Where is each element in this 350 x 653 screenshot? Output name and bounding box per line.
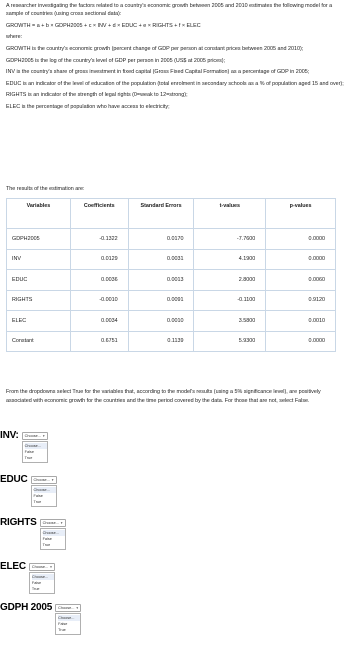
option-true[interactable]: True (58, 628, 66, 632)
chevron-down-icon: ▾ (50, 565, 52, 569)
cell-variable: Constant (7, 331, 71, 352)
cell-coefficient: 0.0034 (70, 311, 128, 332)
cell-t-value: -0.1100 (194, 290, 266, 311)
estimation-table (6, 198, 336, 352)
dropdown-selected-value: Choose... (58, 606, 75, 610)
dropdown-inv[interactable] (22, 432, 48, 463)
definition-rights: RIGHTS is an indicator of the strength of legal rights (0=weak to 12=strong); (6, 92, 188, 99)
option-choose[interactable]: Choose... (58, 615, 80, 621)
question-inv (0, 430, 48, 463)
table-row (7, 270, 336, 291)
option-false[interactable]: False (42, 537, 52, 541)
cell-p-value: 0.0010 (266, 311, 336, 332)
dropdown-selected-value: Choose... (42, 521, 59, 525)
option-choose[interactable]: Choose... (25, 443, 47, 449)
option-true[interactable]: True (31, 587, 40, 591)
question-rights (0, 517, 66, 550)
cell-p-value: 0.0000 (266, 229, 336, 250)
table-row (7, 229, 336, 250)
cell-coefficient: 0.0129 (70, 249, 128, 270)
chevron-down-icon: ▾ (51, 478, 54, 482)
dropdown-rights-options (40, 528, 66, 550)
dropdown-rights-select[interactable] (40, 519, 66, 527)
chevron-down-icon: ▾ (76, 606, 79, 610)
header-coefficients: Coefficients (70, 199, 128, 229)
dropdown-gdph2005-select[interactable] (55, 604, 81, 612)
dropdown-elec-select[interactable] (29, 563, 55, 571)
problem-description (6, 2, 344, 115)
cell-t-value: 3.5800 (194, 311, 266, 332)
dropdown-gdph2005-options (55, 613, 81, 635)
cell-t-value: 2.8000 (194, 270, 266, 291)
option-choose[interactable]: Choose... (43, 530, 65, 536)
results-heading: The results of the estimation are: (6, 186, 85, 192)
dropdown-selected-value: Choose... (24, 434, 41, 438)
definition-gdph2005: GDPH2005 is the log of the country's level of GDP per person in 2005 (US$ at 2005 prices); (6, 57, 226, 64)
option-choose[interactable]: Choose... (34, 487, 56, 493)
cell-coefficient: -0.1322 (70, 229, 128, 250)
cell-standard-error: 0.0010 (128, 311, 194, 332)
cell-variable: INV (7, 249, 71, 270)
question-elec (0, 561, 55, 594)
table-row (7, 290, 336, 311)
dropdown-educ[interactable] (31, 476, 57, 507)
cell-standard-error: 0.0091 (128, 290, 194, 311)
cell-coefficient: 0.0036 (70, 270, 128, 291)
dropdown-gdph2005[interactable] (55, 604, 81, 635)
cell-p-value: 0.0000 (266, 331, 336, 352)
cell-standard-error: 0.1139 (128, 331, 194, 352)
dropdown-elec-options (29, 572, 55, 594)
cell-variable: ELEC (7, 311, 71, 332)
option-choose[interactable]: Choose... (32, 574, 54, 580)
dropdown-rights[interactable] (40, 519, 66, 550)
definition-inv: INV is the country's share of gross investment in fixed capital (Gross Fixed Capital Formation) as a percentage of GDP in 2005; (6, 69, 310, 76)
chevron-down-icon: ▾ (60, 521, 63, 525)
dropdown-inv-select[interactable] (22, 432, 48, 440)
table-row (7, 311, 336, 332)
dropdown-selected-value: Choose... (31, 565, 49, 569)
cell-p-value: 0.9120 (266, 290, 336, 311)
question-label-rights: RIGHTS (0, 517, 37, 528)
model-equation: GROWTH = a + b × GDPH2005 + c × INV + d × EDUC + e × RIGHTS + f × ELEC (6, 22, 201, 29)
definition-elec: ELEC is the percentage of population who have access to electricity; (6, 103, 170, 110)
cell-t-value: -7.7600 (194, 229, 266, 250)
cell-standard-error: 0.0013 (128, 270, 194, 291)
question-label-elec: ELEC (0, 561, 26, 572)
option-true[interactable]: True (42, 543, 51, 547)
option-false[interactable]: False (31, 581, 42, 585)
definition-growth: GROWTH is the country's economic growth (percent change of GDP per person at constant prices between 2005 and 2010); (6, 45, 304, 52)
question-label-gdph2005: GDPH 2005 (0, 602, 53, 613)
cell-p-value: 0.0060 (266, 270, 336, 291)
table-row (7, 331, 336, 352)
dropdown-inv-options (22, 441, 48, 463)
cell-standard-error: 0.0170 (128, 229, 194, 250)
table-header-row (7, 199, 336, 229)
cell-variable: GDPH2005 (7, 229, 71, 250)
definition-educ: EDUC is an indicator of the level of education of the population (total enrolment in secondary schools as a % of population aged 15 and over); (6, 80, 344, 87)
cell-p-value: 0.0000 (266, 249, 336, 270)
option-false[interactable]: False (24, 450, 34, 454)
cell-variable: RIGHTS (7, 290, 71, 311)
question-educ (0, 474, 57, 507)
header-t-values: t-values (194, 199, 266, 229)
dropdown-educ-select[interactable] (31, 476, 57, 484)
cell-variable: EDUC (7, 270, 71, 291)
intro-paragraph: A researcher investigating the factors related to a country's economic growth between 2005 and 2010 estimates the following model for a sample of countries (using cross sectional data): (6, 3, 333, 18)
dropdown-selected-value: Choose... (33, 478, 50, 482)
question-label-educ: EDUC (0, 474, 28, 485)
table-row (7, 249, 336, 270)
dropdown-educ-options (31, 485, 57, 507)
chevron-down-icon: ▾ (42, 434, 45, 438)
header-variables: Variables (7, 199, 71, 229)
option-false[interactable]: False (58, 622, 68, 626)
cell-t-value: 4.1900 (194, 249, 266, 270)
intro-where: where: (6, 34, 23, 41)
option-false[interactable]: False (33, 494, 43, 498)
dropdown-elec[interactable] (29, 563, 55, 594)
cell-t-value: 5.9300 (194, 331, 266, 352)
cell-coefficient: 0.6751 (70, 331, 128, 352)
cell-coefficient: -0.0010 (70, 290, 128, 311)
question-label-inv: INV: (0, 430, 19, 441)
header-p-values: p-values (266, 199, 336, 229)
cell-standard-error: 0.0031 (128, 249, 194, 270)
header-standard-errors: Standard Errors (128, 199, 194, 229)
question-gdph2005 (0, 602, 81, 635)
option-true[interactable]: True (33, 500, 42, 504)
instructions: From the dropdowns select True for the variables that, according to the model's results (using a 5% significance level), are positively associated with economic growth for the countries and the time period covered by the data. For those that are not, select False. (6, 389, 321, 404)
option-true[interactable]: True (24, 456, 33, 460)
